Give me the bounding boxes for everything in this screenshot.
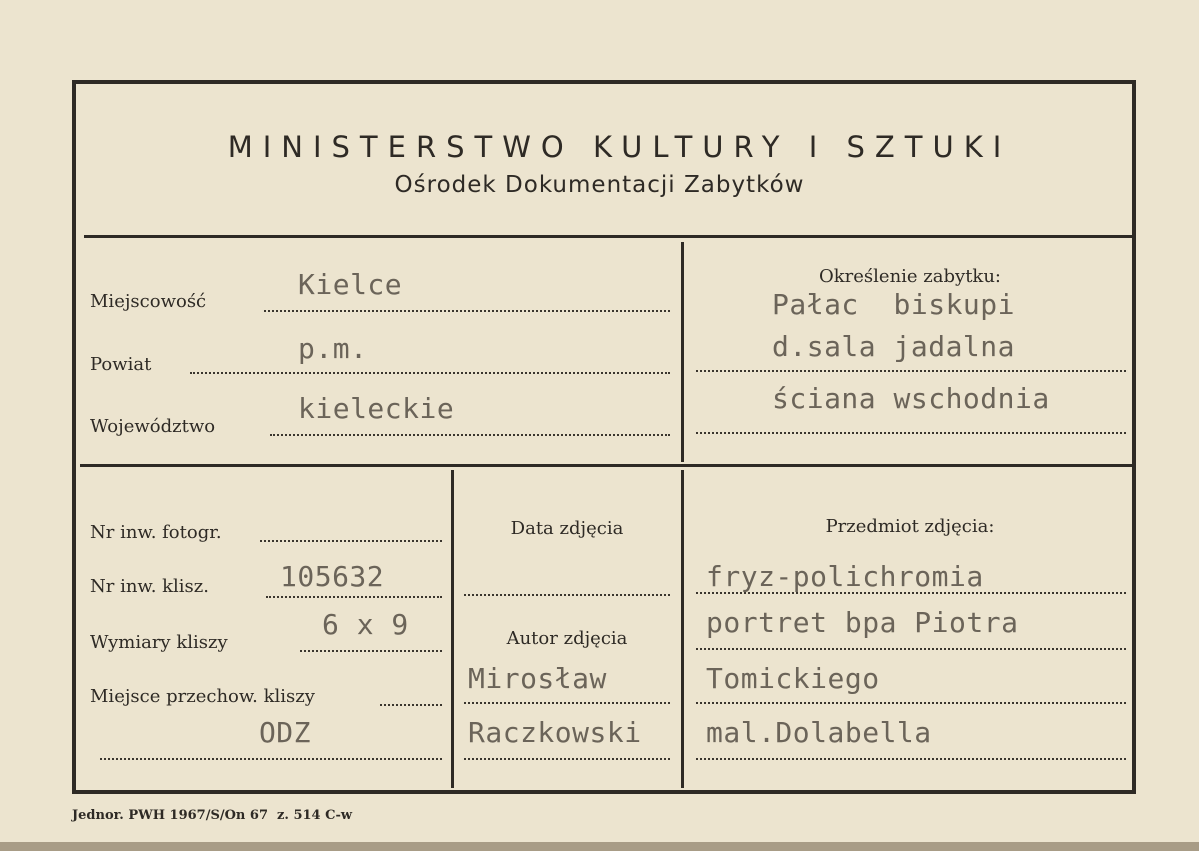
- monument-underline-2: [696, 432, 1126, 434]
- autor-underline-2: [464, 758, 670, 760]
- nr-inw-klisz-label: Nr inw. klisz.: [90, 576, 210, 597]
- subject-underline-1: [696, 592, 1126, 594]
- frame-top-line: [72, 80, 1136, 84]
- miejscowosc-underline: [264, 310, 670, 312]
- wymiary-label: Wymiary kliszy: [90, 632, 228, 653]
- wojewodztwo-value: kieleckie: [298, 392, 455, 425]
- autor-line-1: Mirosław: [468, 662, 607, 695]
- autor-line-2: Raczkowski: [468, 716, 642, 749]
- miejscowosc-value: Kielce: [298, 268, 403, 301]
- data-zdjecia-underline: [464, 594, 670, 596]
- nr-inw-fotogr-underline: [260, 540, 442, 542]
- monument-label: Określenie zabytku:: [819, 266, 1001, 287]
- nr-inw-fotogr-label: Nr inw. fotogr.: [90, 522, 222, 543]
- wymiary-value: 6 x 9: [322, 608, 409, 641]
- miejsce-underline: [380, 704, 442, 706]
- subject-underline-2: [696, 648, 1126, 650]
- monument-line-1: Pałac biskupi: [772, 288, 1016, 321]
- subject-underline-3: [696, 702, 1126, 704]
- miejsce-label: Miejsce przechow. kliszy: [90, 686, 315, 707]
- middle-divider: [80, 464, 1132, 467]
- autor-underline-1: [464, 702, 670, 704]
- monument-underline-1: [696, 370, 1126, 372]
- subject-line-3: Tomickiego: [706, 662, 880, 695]
- card-bottom-edge: [0, 842, 1199, 851]
- upper-column-divider: [681, 242, 684, 462]
- autor-zdjecia-label: Autor zdjęcia: [506, 628, 628, 649]
- frame-bottom-line: [72, 790, 1136, 794]
- subject-line-4: mal.Dolabella: [706, 716, 932, 749]
- lower-column-divider-right: [681, 470, 684, 788]
- subject-line-2: portret bpa Piotra: [706, 606, 1019, 639]
- powiat-value: p.m.: [298, 332, 368, 365]
- institute-subtitle: Ośrodek Dokumentacji Zabytków: [394, 172, 805, 198]
- print-footer: Jednor. PWH 1967/S/On 67 z. 514 C-w: [72, 808, 353, 823]
- nr-inw-klisz-value: 105632: [280, 560, 385, 593]
- miejsce-value: ODZ: [258, 716, 312, 749]
- powiat-label: Powiat: [90, 354, 152, 375]
- przedmiot-label: Przedmiot zdjęcia:: [825, 516, 995, 537]
- wojewodztwo-underline: [270, 434, 670, 436]
- powiat-underline: [190, 372, 670, 374]
- monument-line-2: d.sala jadalna: [772, 330, 1016, 363]
- nr-inw-klisz-underline: [266, 596, 442, 598]
- wojewodztwo-label: Województwo: [90, 416, 216, 437]
- wymiary-underline: [300, 650, 442, 652]
- ministry-title: MINISTERSTWO KULTURY I SZTUKI: [227, 130, 1012, 164]
- miejscowosc-label: Miejscowość: [90, 291, 207, 312]
- miejsce-value-underline: [100, 758, 442, 760]
- data-zdjecia-label: Data zdjęcia: [510, 518, 624, 539]
- subject-line-1: fryz-polichromia: [706, 560, 984, 593]
- header-divider: [84, 235, 1132, 238]
- monument-line-3: ściana wschodnia: [772, 382, 1050, 415]
- subject-underline-4: [696, 758, 1126, 760]
